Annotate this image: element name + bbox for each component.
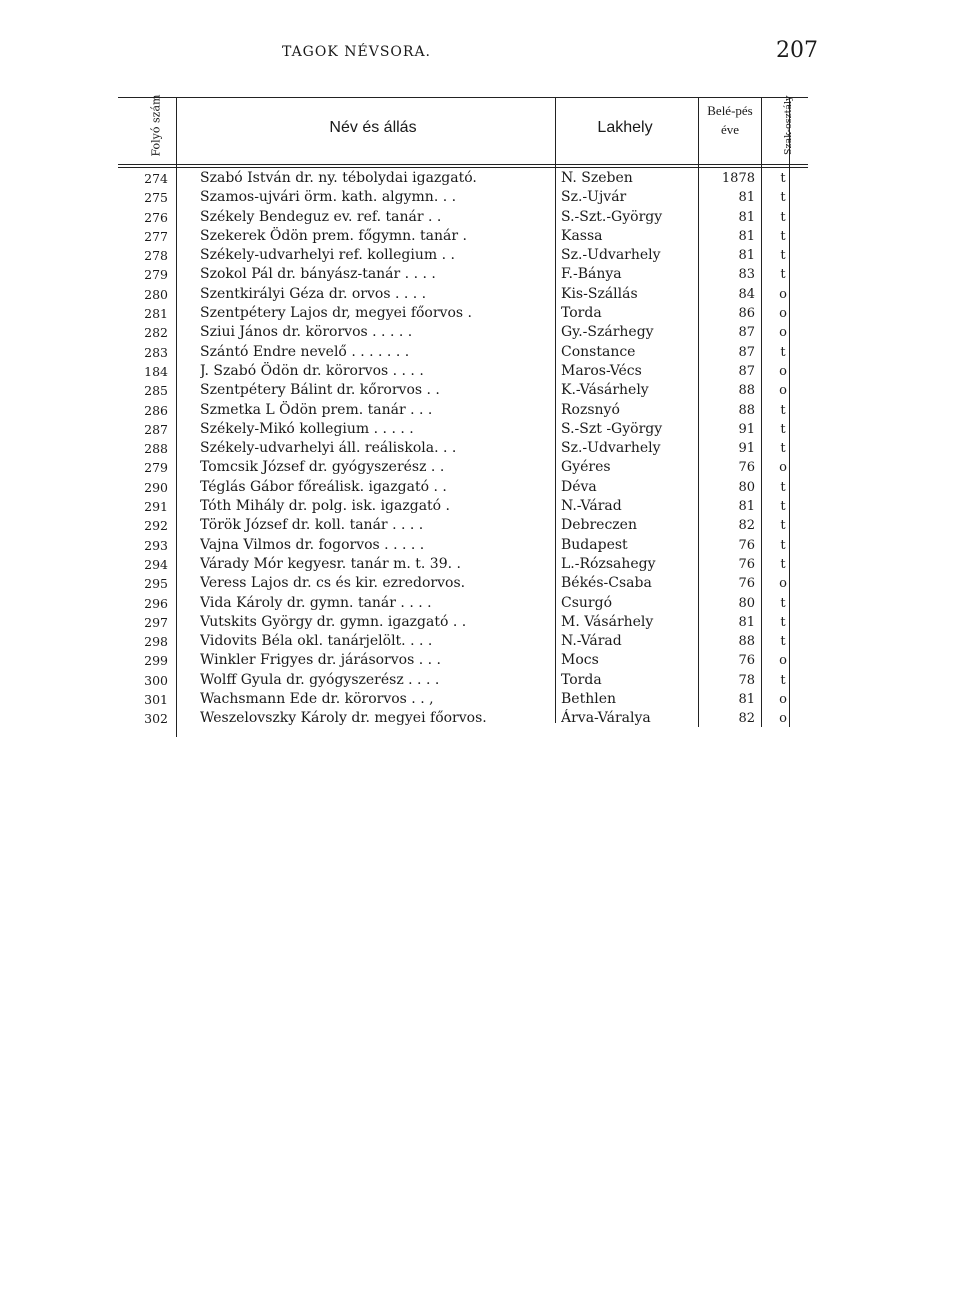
row-number: 278 (144, 248, 168, 264)
row-number: 290 (144, 479, 168, 495)
row-residence: S.-Szt.-György (561, 208, 663, 225)
row-number: 294 (144, 556, 168, 572)
row-number: 279 (144, 267, 168, 283)
row-residence: Constance (561, 343, 636, 360)
row-name-and-position: Szamos-ujvári örm. kath. algymn. . . (200, 189, 457, 206)
row-residence: M. Vásárhely (561, 613, 654, 630)
row-section: t (780, 479, 786, 495)
row-section: t (780, 441, 786, 457)
running-head-title: TAGOK NÉVSORA. (282, 44, 432, 60)
table-row (118, 208, 808, 227)
table-row (118, 651, 808, 670)
row-residence: Kis-Szállás (561, 285, 638, 302)
row-section: o (779, 325, 787, 341)
row-number: 291 (144, 499, 168, 515)
table-row (118, 516, 808, 535)
row-entry-year: 76 (738, 537, 755, 553)
row-entry-year: 87 (738, 363, 755, 379)
row-entry-year: 83 (738, 267, 755, 283)
row-residence: Gy.-Szárhegy (561, 324, 654, 341)
row-name-and-position: Weszelovszky Károly dr. megyei főorvos. (200, 710, 487, 727)
row-name-and-position: Veress Lajos dr. cs és kir. ezredorvos. (200, 575, 466, 592)
row-entry-year: 76 (738, 460, 755, 476)
row-number: 288 (144, 441, 168, 457)
row-entry-year: 76 (738, 653, 755, 669)
row-entry-year: 78 (738, 672, 755, 688)
row-residence: Árva-Váralya (561, 710, 651, 727)
table-row (118, 458, 808, 477)
header-belepes-eve: Belé-pés éve (707, 103, 753, 137)
row-residence: Kassa (561, 227, 603, 244)
row-section: t (780, 344, 786, 360)
row-entry-year: 87 (738, 344, 755, 360)
row-number: 293 (144, 537, 168, 553)
row-number: 274 (144, 171, 168, 186)
table-row (118, 594, 808, 613)
row-residence: Torda (561, 671, 602, 688)
row-name-and-position: Vida Károly dr. gymn. tanár . . . . (200, 594, 432, 611)
row-name-and-position: Téglás Gábor főreálisk. igazgató . . (200, 478, 447, 495)
table-row (118, 574, 808, 593)
row-name-and-position: J. Szabó Ödön dr. körorvos . . . . (200, 362, 424, 379)
row-name-and-position: Szántó Endre nevelő . . . . . . . (200, 343, 410, 360)
row-section: o (779, 576, 787, 592)
table-row (118, 323, 808, 342)
row-entry-year: 88 (738, 402, 755, 418)
header-folyo-szam: Folyó szám (149, 94, 163, 157)
row-name-and-position: Szabó István dr. ny. tébolydai igazgató. (200, 170, 477, 186)
row-section: t (780, 499, 786, 515)
row-entry-year: 76 (738, 576, 755, 592)
row-name-and-position: Székely-udvarhelyi áll. reáliskola. . . (200, 440, 457, 457)
row-entry-year: 88 (738, 634, 755, 650)
row-section: t (780, 614, 786, 630)
row-section: t (780, 267, 786, 283)
row-residence: Torda (561, 305, 602, 322)
row-number: 295 (144, 576, 168, 592)
row-section: o (779, 286, 787, 302)
row-residence: Budapest (561, 536, 628, 553)
row-name-and-position: Vidovits Béla okl. tanárjelölt. . . . (200, 633, 433, 650)
row-number: 281 (144, 306, 168, 322)
row-entry-year: 91 (738, 441, 755, 457)
row-section: o (779, 653, 787, 669)
row-section: o (779, 306, 787, 322)
row-entry-year: 76 (738, 556, 755, 572)
row-section: t (780, 518, 786, 534)
row-residence: F.-Bánya (561, 266, 622, 283)
header-szakosztaly: Szak-osztály (783, 95, 794, 155)
page-number: 207 (776, 38, 818, 63)
row-residence: Bethlen (561, 691, 616, 708)
table-row (118, 265, 808, 284)
row-entry-year: 81 (738, 228, 755, 244)
row-number: 277 (144, 228, 168, 244)
table-row (118, 709, 808, 728)
row-section: o (779, 711, 787, 727)
row-number: 298 (144, 634, 168, 650)
row-residence: Mocs (561, 652, 599, 669)
row-number: 275 (144, 190, 168, 206)
row-entry-year: 81 (738, 499, 755, 515)
row-section: t (780, 556, 786, 572)
row-entry-year: 81 (738, 614, 755, 630)
row-residence: Rozsnyó (561, 401, 620, 418)
row-number: 279 (144, 460, 168, 476)
row-name-and-position: Szentkirályi Géza dr. orvos . . . . (200, 285, 427, 302)
row-residence: Debreczen (561, 517, 637, 534)
row-residence: Sz.-Udvarhely (561, 440, 661, 457)
table-top-rule (118, 97, 808, 98)
row-entry-year: 82 (738, 518, 755, 534)
table-row (118, 401, 808, 420)
table-row (118, 632, 808, 651)
table-row (118, 188, 808, 207)
table-row (118, 497, 808, 516)
table-row (118, 671, 808, 690)
table-row (118, 690, 808, 709)
row-section: t (780, 171, 786, 186)
row-section: t (780, 402, 786, 418)
row-number: 300 (144, 672, 168, 688)
row-number: 286 (144, 402, 168, 418)
row-entry-year: 88 (738, 383, 755, 399)
row-number: 287 (144, 421, 168, 437)
row-residence: Déva (561, 478, 597, 495)
table-row (118, 285, 808, 304)
row-residence: Gyéres (561, 459, 611, 476)
row-section: o (779, 460, 787, 476)
row-number: 276 (144, 209, 168, 225)
table-body (118, 169, 808, 729)
row-residence: S.-Szt -György (561, 420, 663, 437)
table-row (118, 246, 808, 265)
row-number: 299 (144, 653, 168, 669)
table-row (118, 304, 808, 323)
row-number: 283 (144, 344, 168, 360)
row-number: 297 (144, 614, 168, 630)
row-number: 184 (144, 363, 168, 379)
running-head (0, 38, 960, 66)
row-name-and-position: Tomcsik József dr. gyógyszerész . . (200, 459, 445, 476)
table-row (118, 536, 808, 555)
row-section: t (780, 672, 786, 688)
header-nev-es-allas: Név és állás (329, 119, 417, 136)
row-entry-year: 1878 (721, 171, 755, 186)
row-section: t (780, 537, 786, 553)
table-row (118, 555, 808, 574)
table-row (118, 343, 808, 362)
row-residence: Sz.-Ujvár (561, 189, 627, 206)
row-name-and-position: Szentpétery Lajos dr, megyei főorvos . (200, 305, 472, 322)
table-row (118, 169, 808, 188)
row-section: o (779, 692, 787, 708)
row-entry-year: 86 (738, 306, 755, 322)
row-section: t (780, 595, 786, 611)
table-header-rule-2 (118, 167, 808, 168)
row-name-and-position: Sziui János dr. körorvos . . . . . (200, 324, 413, 341)
row-residence: Csurgó (561, 594, 612, 611)
row-section: t (780, 634, 786, 650)
members-table (118, 94, 808, 727)
row-name-and-position: Wachsmann Ede dr. körorvos . . , (200, 691, 434, 708)
row-name-and-position: Szentpétery Bálint dr. kőrorvos . . (200, 382, 440, 399)
row-name-and-position: Török József dr. koll. tanár . . . . (200, 517, 424, 534)
row-entry-year: 82 (738, 711, 755, 727)
row-residence: N.-Várad (561, 633, 622, 650)
table-row (118, 439, 808, 458)
row-entry-year: 87 (738, 325, 755, 341)
row-residence: Sz.-Udvarhely (561, 247, 661, 264)
row-entry-year: 81 (738, 692, 755, 708)
table-row (118, 420, 808, 439)
table-row (118, 227, 808, 246)
header-lakhely: Lakhely (597, 119, 653, 136)
row-number: 282 (144, 325, 168, 341)
row-entry-year: 91 (738, 421, 755, 437)
row-residence: N. Szeben (561, 170, 633, 186)
table-row (118, 362, 808, 381)
row-section: t (780, 421, 786, 437)
row-name-and-position: Székely-udvarhelyi ref. kollegium . . (200, 247, 455, 264)
row-section: t (780, 190, 786, 206)
row-section: t (780, 228, 786, 244)
row-number: 302 (144, 711, 168, 727)
row-entry-year: 81 (738, 209, 755, 225)
row-number: 280 (144, 286, 168, 302)
row-section: t (780, 248, 786, 264)
row-name-and-position: Várady Mór kegyesr. tanár m. t. 39. . (200, 555, 461, 572)
row-entry-year: 80 (738, 479, 755, 495)
row-name-and-position: Székely Bendeguz ev. ref. tanár . . (200, 208, 442, 225)
row-name-and-position: Wolff Gyula dr. gyógyszerész . . . . (200, 671, 440, 688)
row-section: t (780, 209, 786, 225)
row-number: 292 (144, 518, 168, 534)
row-entry-year: 84 (738, 286, 755, 302)
row-entry-year: 81 (738, 248, 755, 264)
row-number: 301 (144, 692, 168, 708)
row-section: o (779, 363, 787, 379)
row-entry-year: 81 (738, 190, 755, 206)
row-entry-year: 80 (738, 595, 755, 611)
table-row (118, 613, 808, 632)
row-section: o (779, 383, 787, 399)
table-header-rule (118, 164, 808, 165)
table-row (118, 478, 808, 497)
table-row (118, 381, 808, 400)
row-name-and-position: Szmetka L Ödön prem. tanár . . . (200, 401, 433, 418)
row-residence: Békés-Csaba (561, 575, 652, 592)
row-residence: L.-Rózsahegy (561, 555, 656, 572)
row-name-and-position: Szokol Pál dr. bányász-tanár . . . . (200, 266, 436, 283)
row-number: 296 (144, 595, 168, 611)
row-name-and-position: Vutskits György dr. gymn. igazgató . . (200, 613, 467, 630)
row-residence: N.-Várad (561, 498, 622, 515)
row-name-and-position: Winkler Frigyes dr. járásorvos . . . (200, 652, 441, 669)
row-name-and-position: Tóth Mihály dr. polg. isk. igazgató . (200, 498, 451, 515)
row-residence: Maros-Vécs (561, 362, 642, 379)
row-name-and-position: Szekerek Ödön prem. főgymn. tanár . (200, 227, 467, 244)
row-name-and-position: Székely-Mikó kollegium . . . . . (200, 420, 414, 437)
row-name-and-position: Vajna Vilmos dr. fogorvos . . . . . (200, 536, 425, 553)
row-number: 285 (144, 383, 168, 399)
row-residence: K.-Vásárhely (561, 382, 649, 399)
